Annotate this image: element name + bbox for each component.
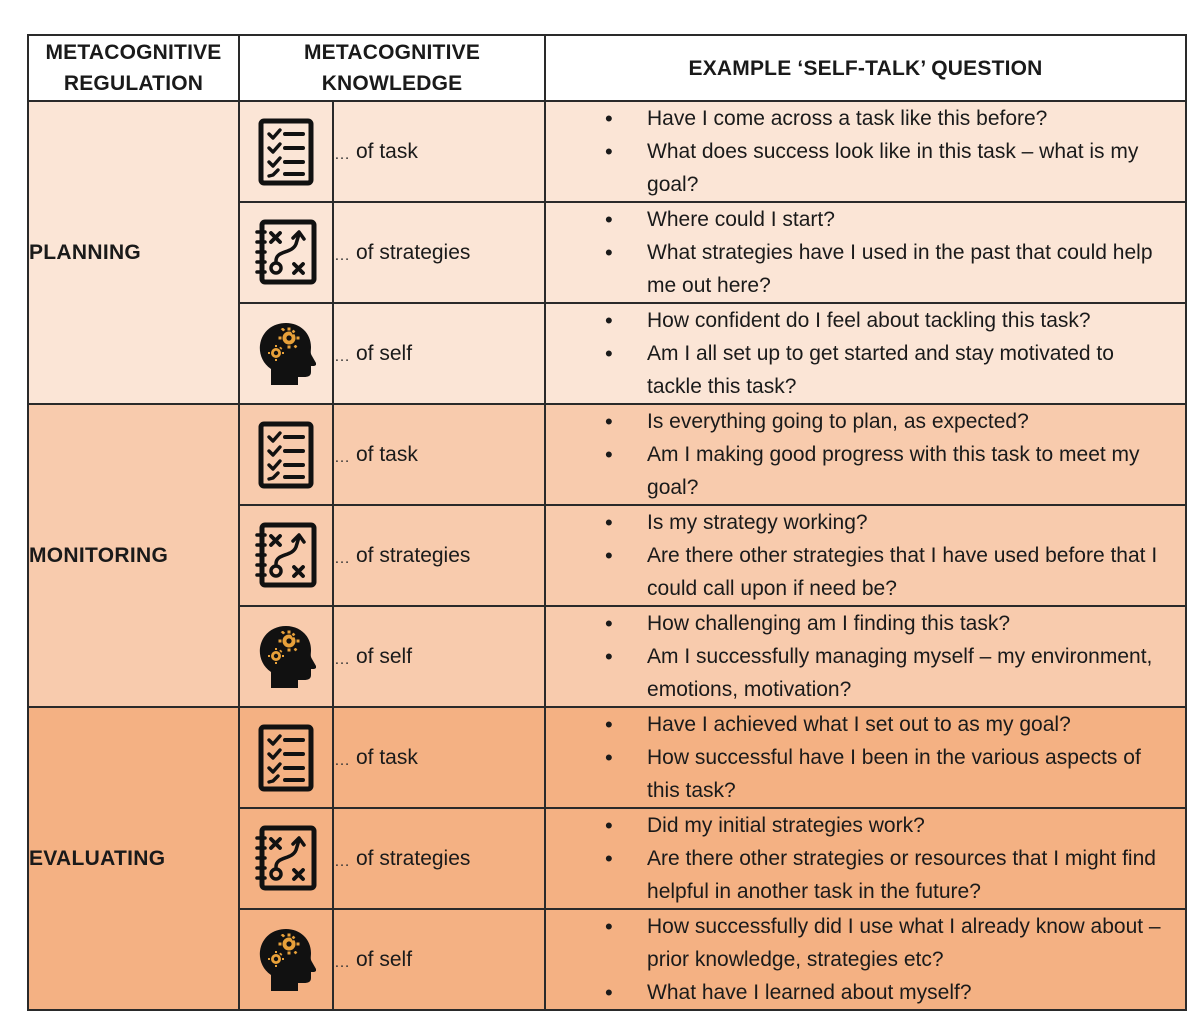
question-item: • How confident do I feel about tackling this task? bbox=[546, 304, 1185, 337]
strategy-icon bbox=[240, 218, 332, 288]
icon-cell bbox=[239, 101, 333, 202]
table-row bbox=[28, 101, 1186, 202]
knowledge-cell bbox=[333, 202, 545, 303]
strategy-icon bbox=[240, 521, 332, 591]
knowledge-label: of strategies bbox=[356, 240, 471, 264]
checklist-icon bbox=[240, 420, 332, 490]
header-regulation-line1: METACOGNITIVE bbox=[45, 41, 222, 64]
question-list bbox=[546, 809, 1185, 908]
question-item: • Where could I start? bbox=[546, 203, 1185, 236]
icon-cell bbox=[239, 404, 333, 505]
question-cell bbox=[545, 505, 1186, 606]
knowledge-cell bbox=[333, 606, 545, 707]
question-cell bbox=[545, 101, 1186, 202]
knowledge-cell bbox=[333, 101, 545, 202]
icon-cell bbox=[239, 707, 333, 808]
question-item: • Have I come across a task like this before? bbox=[546, 102, 1185, 135]
question-item: • How challenging am I finding this task? bbox=[546, 607, 1185, 640]
icon-cell bbox=[239, 909, 333, 1010]
question-cell bbox=[545, 303, 1186, 404]
ellipsis: … bbox=[334, 852, 350, 870]
knowledge-cell bbox=[333, 505, 545, 606]
question-cell bbox=[545, 909, 1186, 1010]
question-list bbox=[546, 910, 1185, 1009]
icon-cell bbox=[239, 202, 333, 303]
question-item: • Are there other strategies that I have used before that I could call upon if need be? bbox=[546, 539, 1185, 605]
question-item: • What does success look like in this task – what is my goal? bbox=[546, 135, 1185, 201]
ellipsis: … bbox=[334, 549, 350, 567]
ellipsis: … bbox=[334, 347, 350, 365]
icon-cell bbox=[239, 505, 333, 606]
question-item: • Am I making good progress with this task to meet my goal? bbox=[546, 438, 1185, 504]
head-gears-icon bbox=[240, 321, 332, 387]
phase-label-evaluating: EVALUATING bbox=[28, 707, 239, 1010]
header-knowledge bbox=[239, 35, 545, 101]
knowledge-cell bbox=[333, 909, 545, 1010]
ellipsis: … bbox=[334, 953, 350, 971]
question-list bbox=[546, 405, 1185, 504]
question-item: • Am I all set up to get started and stay motivated to tackle this task? bbox=[546, 337, 1185, 403]
knowledge-cell bbox=[333, 707, 545, 808]
head-gears-icon bbox=[240, 927, 332, 993]
question-cell bbox=[545, 808, 1186, 909]
question-item: • Is everything going to plan, as expected? bbox=[546, 405, 1185, 438]
header-question: EXAMPLE ‘SELF-TALK’ QUESTION bbox=[545, 35, 1186, 101]
question-list bbox=[546, 607, 1185, 706]
icon-cell bbox=[239, 606, 333, 707]
ellipsis: … bbox=[334, 448, 350, 466]
question-item: • What strategies have I used in the past that could help me out here? bbox=[546, 236, 1185, 302]
icon-cell bbox=[239, 303, 333, 404]
question-cell bbox=[545, 404, 1186, 505]
knowledge-label: of task bbox=[356, 442, 418, 466]
knowledge-label: of strategies bbox=[356, 543, 471, 567]
header-row bbox=[28, 35, 1186, 101]
header-knowledge-line1: METACOGNITIVE bbox=[303, 41, 481, 64]
question-item: • Are there other strategies or resources that I might find helpful in another task in the future? bbox=[546, 842, 1185, 908]
knowledge-cell bbox=[333, 404, 545, 505]
ellipsis: … bbox=[334, 145, 350, 163]
question-item: • Did my initial strategies work? bbox=[546, 809, 1185, 842]
question-list bbox=[546, 708, 1185, 807]
question-list bbox=[546, 203, 1185, 302]
question-list bbox=[546, 102, 1185, 201]
question-item: • How successful have I been in the various aspects of this task? bbox=[546, 741, 1185, 807]
checklist-icon bbox=[240, 723, 332, 793]
header-regulation bbox=[28, 35, 239, 101]
strategy-icon bbox=[240, 824, 332, 894]
knowledge-label: of self bbox=[356, 644, 413, 668]
question-item: • What have I learned about myself? bbox=[546, 976, 1185, 1009]
question-cell bbox=[545, 202, 1186, 303]
knowledge-cell bbox=[333, 808, 545, 909]
ellipsis: … bbox=[334, 751, 350, 769]
question-cell bbox=[545, 707, 1186, 808]
ellipsis: … bbox=[334, 246, 350, 264]
table-row bbox=[28, 404, 1186, 505]
ellipsis: … bbox=[334, 650, 350, 668]
knowledge-label: of strategies bbox=[356, 846, 471, 870]
phase-label-monitoring: MONITORING bbox=[28, 404, 239, 707]
question-list bbox=[546, 304, 1185, 403]
knowledge-label: of self bbox=[356, 341, 413, 365]
table-row bbox=[28, 707, 1186, 808]
header-regulation-line2: REGULATION bbox=[63, 72, 204, 95]
question-item: • Is my strategy working? bbox=[546, 506, 1185, 539]
checklist-icon bbox=[240, 117, 332, 187]
head-gears-icon bbox=[240, 624, 332, 690]
question-cell bbox=[545, 606, 1186, 707]
question-item: • How successfully did I use what I already know about – prior knowledge, strategies etc? bbox=[546, 910, 1185, 976]
knowledge-label: of task bbox=[356, 745, 418, 769]
knowledge-label: of task bbox=[356, 139, 418, 163]
knowledge-label: of self bbox=[356, 947, 413, 971]
question-item: • Am I successfully managing myself – my environment, emotions, motivation? bbox=[546, 640, 1185, 706]
question-item: • Have I achieved what I set out to as my goal? bbox=[546, 708, 1185, 741]
knowledge-cell bbox=[333, 303, 545, 404]
icon-cell bbox=[239, 808, 333, 909]
table-body bbox=[28, 101, 1186, 1010]
phase-label-planning: PLANNING bbox=[28, 101, 239, 404]
metacognition-table bbox=[27, 34, 1187, 1011]
header-knowledge-line2: KNOWLEDGE bbox=[321, 72, 463, 95]
question-list bbox=[546, 506, 1185, 605]
